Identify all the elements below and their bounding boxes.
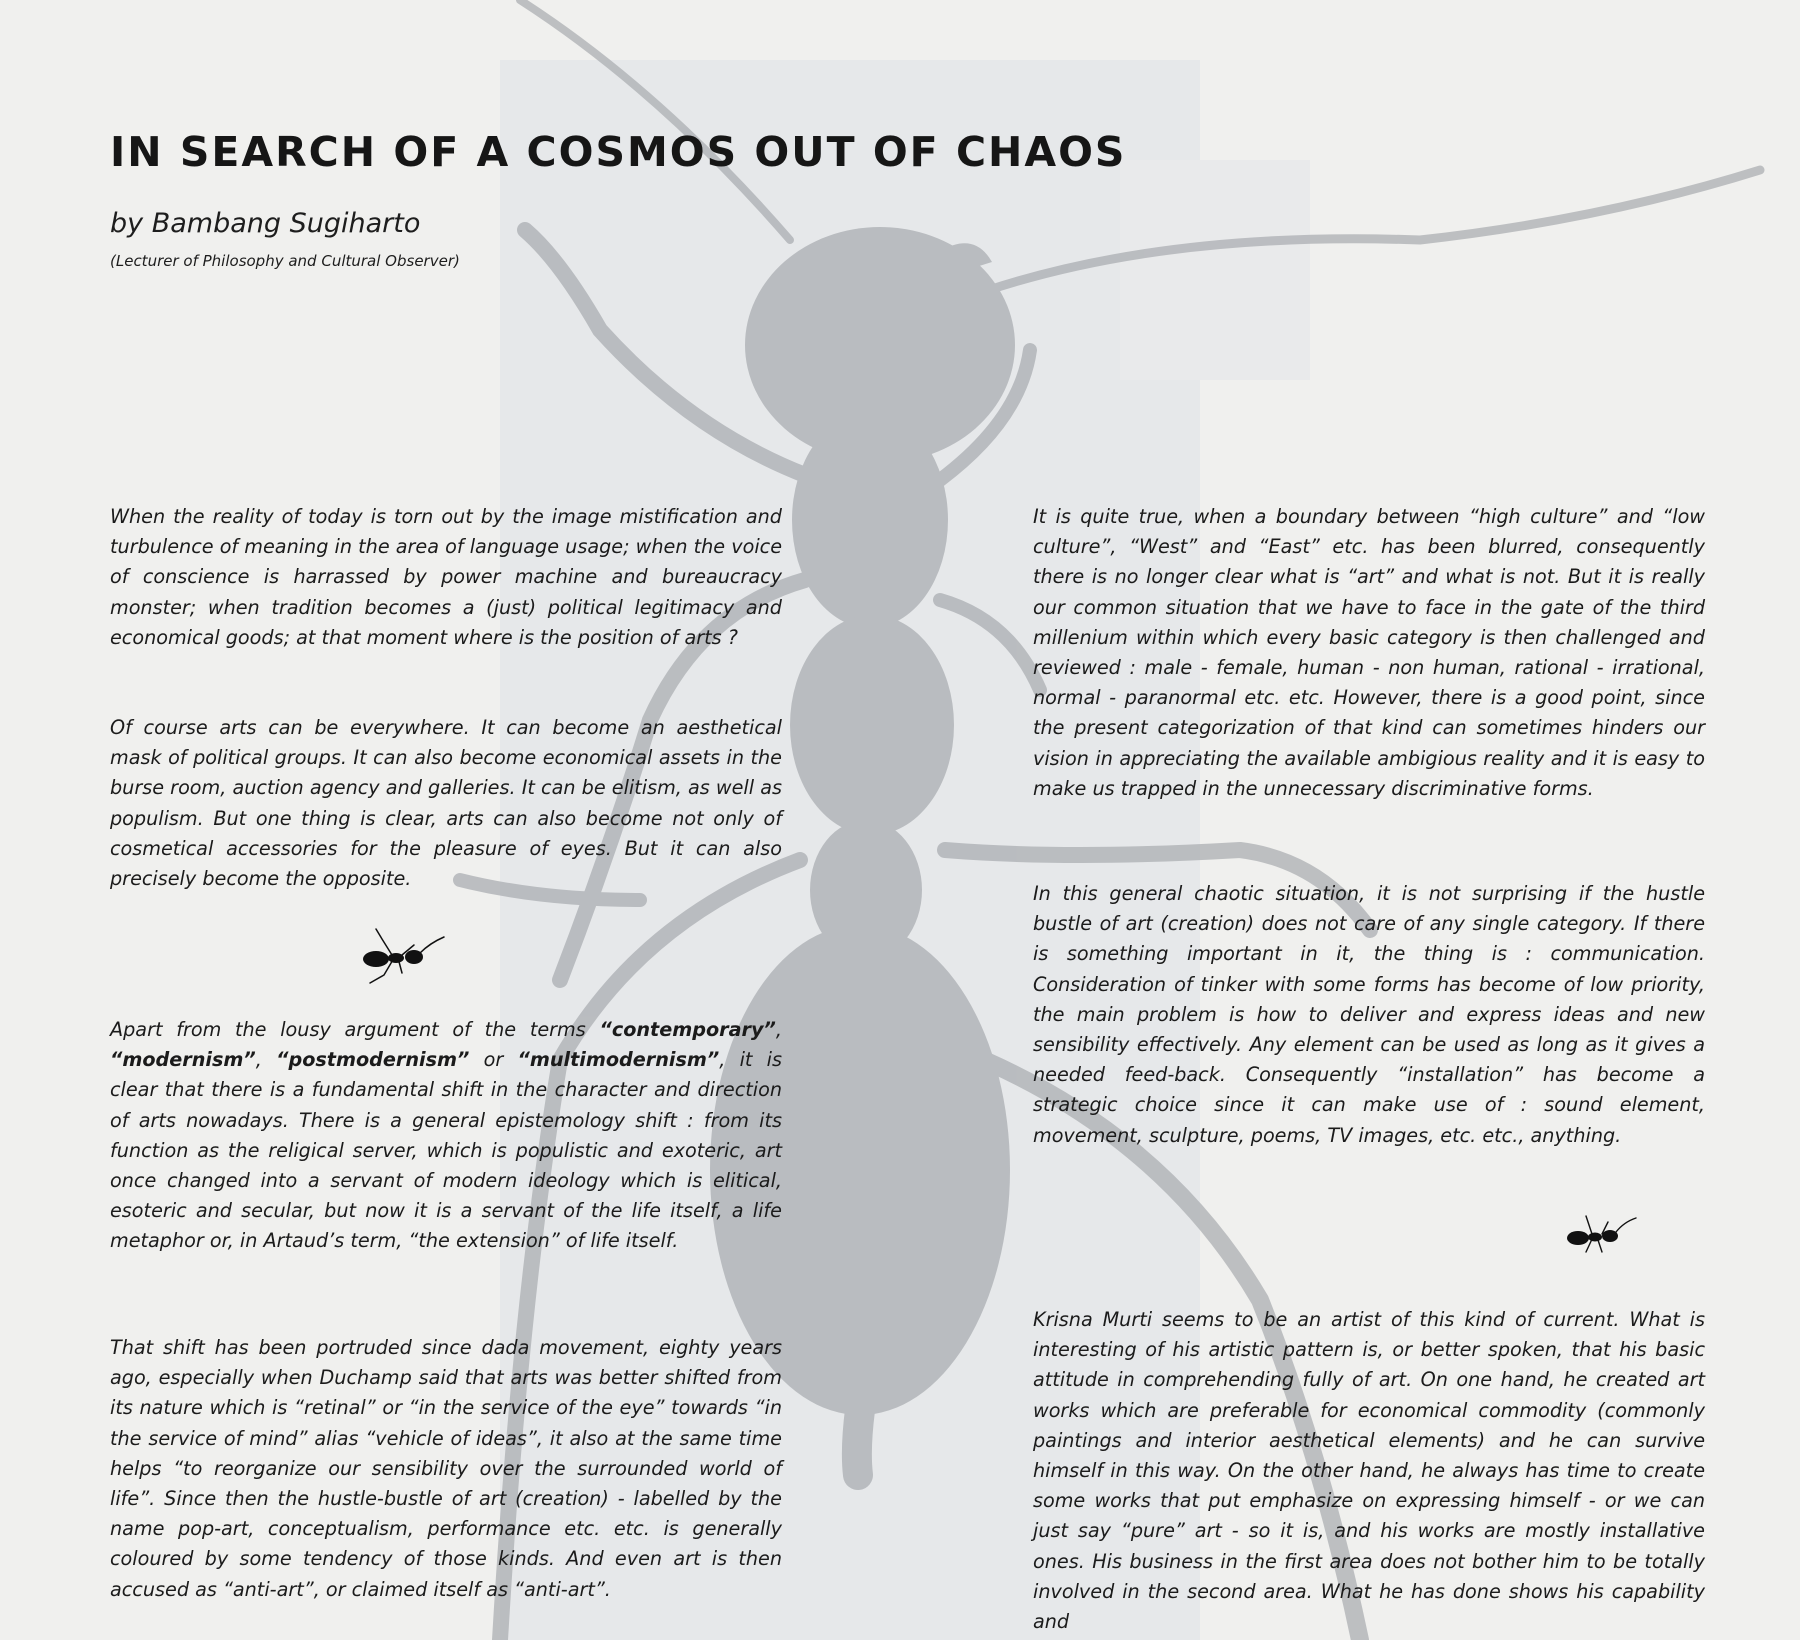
author-affiliation: (Lecturer of Philosophy and Cultural Observer) [110,252,460,270]
left-paragraph-1: When the reality of today is torn out by the image mistification and turbulence of meaning in the area of language usage; when the voice of conscience is harrassed by power machine and bureaucracy monster; when tradition becomes a (just) political legitimacy and economical goods; at that moment where is the position of arts ? [110,505,782,649]
left-paragraph-4: That shift has been portruded since dada movement, eighty years ago, especially when Duchamp said that arts was better shifted from its nature which is “retinal” or “in the service of the eye” towards “in the service of mind” alias “vehicle of ideas”, it also at the same time helps “to reorganize our sensibility over the surrounded world of life”. Since then the hustle-bustle of art (creation) - labelled by the name pop-art, conceptualism, performance etc. etc. is generally coloured by some tendency of those kinds. And even art is then accused as “anti-art”, or claimed itself as “anti-art”. [110,1336,782,1601]
paragraph-3-intro: Apart from the lousy argument of the terms [110,1018,600,1041]
right-paragraph-2: In this general chaotic situation, it is not surprising if the hustle bustle of art (creation) does not care of any single category. If there is something important in it, the thing is : communication. Consideration of tinker with some forms has become of low priority, the main problem is how to deliver and express ideas and new sensibility effectively. Any element can be used as long as it gives a needed feed-back. Consequently “installation” has become a strategic choice since it can make use of : sound element, movement, sculpture, poems, TV images, etc. etc., anything. [1033,882,1705,1147]
right-paragraph-1: It is quite true, when a boundary between “high culture” and “low culture”, “West” and “East” etc. has been blurred, consequently there is no longer clear what is “art” and what is not. But it is really our common situation that we have to face in the gate of the third millenium within which every basic category is then challenged and reviewed : male - female, human - non human, rational - irrational, normal - paranormal etc. etc. However, there is a good point, since the present categorization of that kind can sometimes hinders our vision in appreciating the available ambigious reality and it is easy to make us trapped in the unnecessary discriminative forms. [1033,505,1705,800]
left-paragraph-2: Of course arts can be everywhere. It can become an aesthetical mask of political groups. It can also become economical assets in the burse room, auction agency and galleries. It can be elitism, as well as populism. But one thing is clear, arts can also become not only of cosmetical accessories for the pleasure of eyes. But it can also precisely become the opposite. [110,716,782,891]
term-modernism: “modernism” [110,1048,256,1072]
ant-icon [358,925,448,985]
paragraph-3-body: , it is clear that there is a fundamental shift in the character and direction of arts nowadays. There is a general epistemology shift : from its function as the religical server, which is populistic and exoteric, art once changed into a servant of modern ideology which is elitical, esoteric and secular, but now it is a servant of the life itself, a life metaphor or, in Artaud’s term, “the extension” of life itself. [110,1048,783,1253]
article-title: IN SEARCH OF A COSMOS OUT OF CHAOS [110,128,1127,176]
term-conjunction: or [469,1048,518,1072]
term-multimodernism: “multimodernism” [517,1048,720,1072]
left-paragraph-3 [110,1015,782,1257]
right-paragraph-3: Krisna Murti seems to be an artist of this kind of current. What is interesting of his artistic pattern is, or better spoken, that his basic attitude in comprehending fully of art. On one hand, he created art works which are preferable for economical commodity (commonly paintings and interior aesthetical elements) and he can survive himself in this way. On the other hand, he always has time to create some works that put emphasize on expressing himself - or we can just say “pure” art - so it is, and his works are mostly installative ones. His business in the first area does not bother him to be totally involved in the second area. What he has done shows his capability and [1033,1308,1705,1634]
term-separator: , [255,1048,277,1072]
author-byline: by Bambang Sugiharto [110,208,421,239]
term-postmodernism: “postmodernism” [276,1048,470,1072]
term-contemporary: “contemporary” [599,1018,776,1041]
term-separator: , [775,1018,782,1041]
ant-icon [1562,1208,1638,1260]
